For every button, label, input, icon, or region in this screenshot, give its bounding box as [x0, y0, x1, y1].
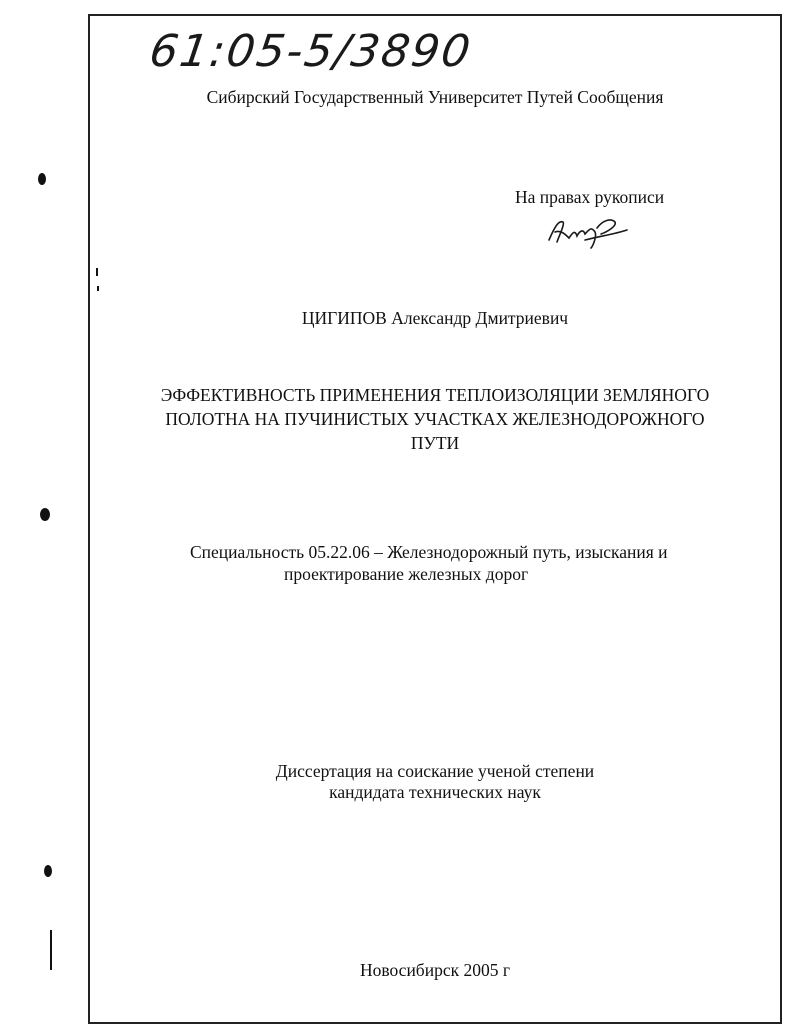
dissertation-degree-line: кандидата технических наук — [329, 782, 541, 802]
scan-speck — [50, 930, 52, 970]
scan-speck — [44, 865, 52, 877]
scan-speck — [96, 268, 98, 276]
signature-image — [545, 212, 635, 252]
specialty-line: проектирование железных дорог — [284, 564, 529, 584]
title-line: ПУТИ — [410, 433, 460, 453]
dissertation-title — [100, 383, 770, 455]
handwritten-archive-number: 61:05-5/3890 — [146, 26, 476, 77]
scan-speck — [38, 173, 46, 185]
page-border — [88, 14, 782, 1024]
title-line: ЭФФЕКТИВНОСТЬ ПРИМЕНЕНИЯ ТЕПЛОИЗОЛЯЦИИ ЗЕМЛЯНОГО — [160, 385, 710, 405]
dissertation-degree-line: Диссертация на соискание ученой степени — [275, 761, 595, 781]
university-name: Сибирский Государственный Университет Путей Сообщения — [206, 87, 664, 107]
title-line: ПОЛОТНА НА ПУЧИНИСТЫХ УЧАСТКАХ ЖЕЛЕЗНОДОРОЖНОГО — [165, 409, 705, 429]
specialty-line: Специальность 05.22.06 – Железнодорожный путь, изыскания и — [190, 542, 668, 562]
scan-speck — [97, 286, 99, 291]
place-and-year: Новосибирск 2005 г — [359, 960, 511, 980]
author-name: ЦИГИПОВ Александр Дмитриевич — [301, 308, 569, 328]
manuscript-rights-label: На правах рукописи — [515, 187, 665, 207]
scan-speck — [40, 508, 50, 521]
